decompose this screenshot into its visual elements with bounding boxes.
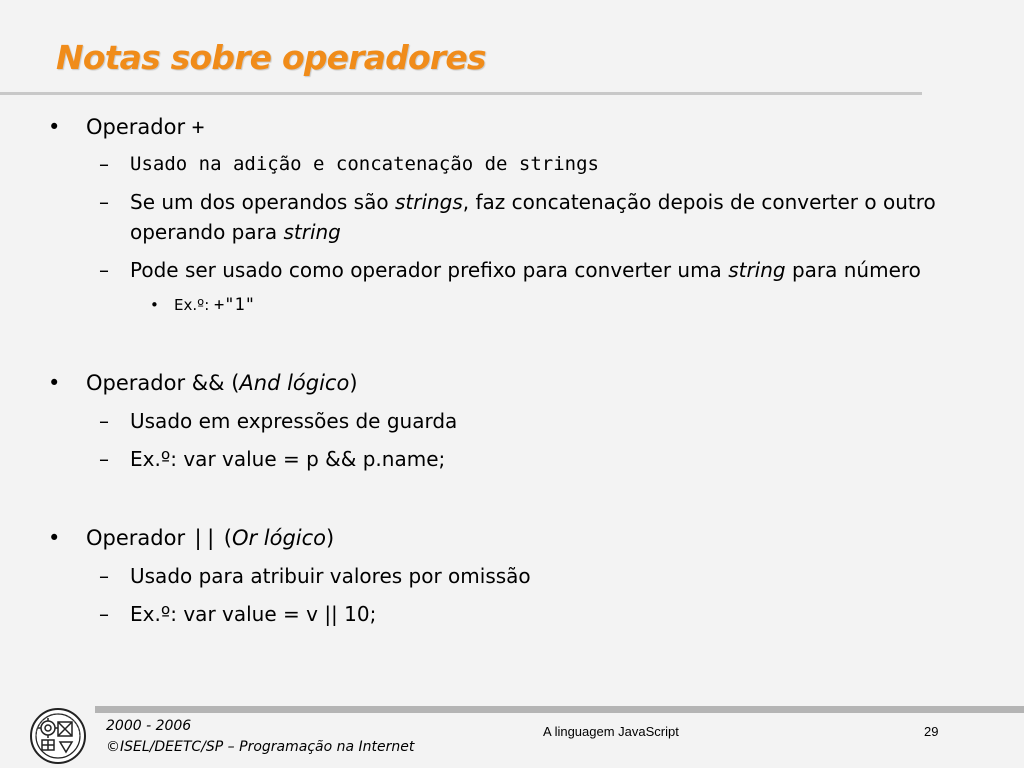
operator-code: +	[191, 115, 205, 139]
dash-marker: –	[99, 190, 109, 214]
dash-marker: –	[99, 258, 109, 282]
footer-title: A linguagem JavaScript	[543, 724, 679, 739]
title-divider	[0, 92, 922, 95]
bullet-operador-or	[86, 523, 334, 553]
bullet-label: Operador	[86, 526, 192, 550]
dash-marker: –	[99, 602, 109, 626]
sub-item-concatenacao	[130, 187, 936, 217]
isel-logo-icon	[28, 706, 88, 766]
emphasis: And lógico	[239, 371, 350, 395]
sub-item-concatenacao-cont	[130, 217, 341, 247]
bullet-operador-and	[86, 368, 358, 398]
slide-title: Notas sobre operadores	[56, 38, 486, 77]
operator-code: ||	[191, 526, 218, 550]
bullet-label: Operador	[86, 115, 192, 139]
emphasis: strings	[394, 190, 463, 214]
footer-years: 2000 - 2006	[106, 718, 192, 734]
bullet-marker: •	[48, 371, 61, 395]
dash-marker: –	[99, 409, 109, 433]
bullet-operador-plus	[86, 112, 204, 142]
text-span: (	[217, 526, 232, 550]
page-number: 29	[924, 724, 939, 739]
text-span: para número	[785, 258, 921, 282]
text-span: Pode ser usado como operador prefixo para converter uma	[130, 258, 729, 282]
text-span: Se um dos operandos são	[130, 190, 395, 214]
sub-item-adicao: Usado na adição e concatenação de strings	[130, 153, 599, 175]
text-span: )	[349, 371, 358, 395]
bullet-label: Operador && (	[86, 371, 240, 395]
emphasis: Or lógico	[231, 526, 327, 550]
bullet-marker: •	[150, 296, 159, 314]
sub-item-guarda: Usado em expressões de guarda	[130, 409, 458, 433]
text-span: operando para	[130, 220, 284, 244]
text-span: Ex.º:	[174, 296, 215, 314]
text-span: )	[326, 526, 335, 550]
footer-credit: ©ISEL/DEETC/SP – Programação na Internet	[106, 739, 415, 755]
dash-marker: –	[99, 447, 109, 471]
sub-item-or-example: Ex.º: var value = v || 10;	[130, 602, 377, 626]
sub-item-and-example: Ex.º: var value = p && p.name;	[130, 447, 446, 471]
sub-item-prefixo	[130, 255, 921, 285]
emphasis: string	[728, 258, 786, 282]
sub-sub-item-example	[174, 290, 255, 320]
dash-marker: –	[99, 152, 109, 176]
dash-marker: –	[99, 564, 109, 588]
bullet-marker: •	[48, 526, 61, 550]
example-code: +"1"	[214, 295, 255, 315]
bullet-marker: •	[48, 115, 61, 139]
footer-divider	[95, 706, 1024, 713]
sub-item-omissao: Usado para atribuir valores por omissão	[130, 564, 531, 588]
text-span: , faz concatenação depois de converter o outro	[462, 190, 936, 214]
emphasis: string	[283, 220, 341, 244]
footer-credits	[106, 716, 414, 758]
